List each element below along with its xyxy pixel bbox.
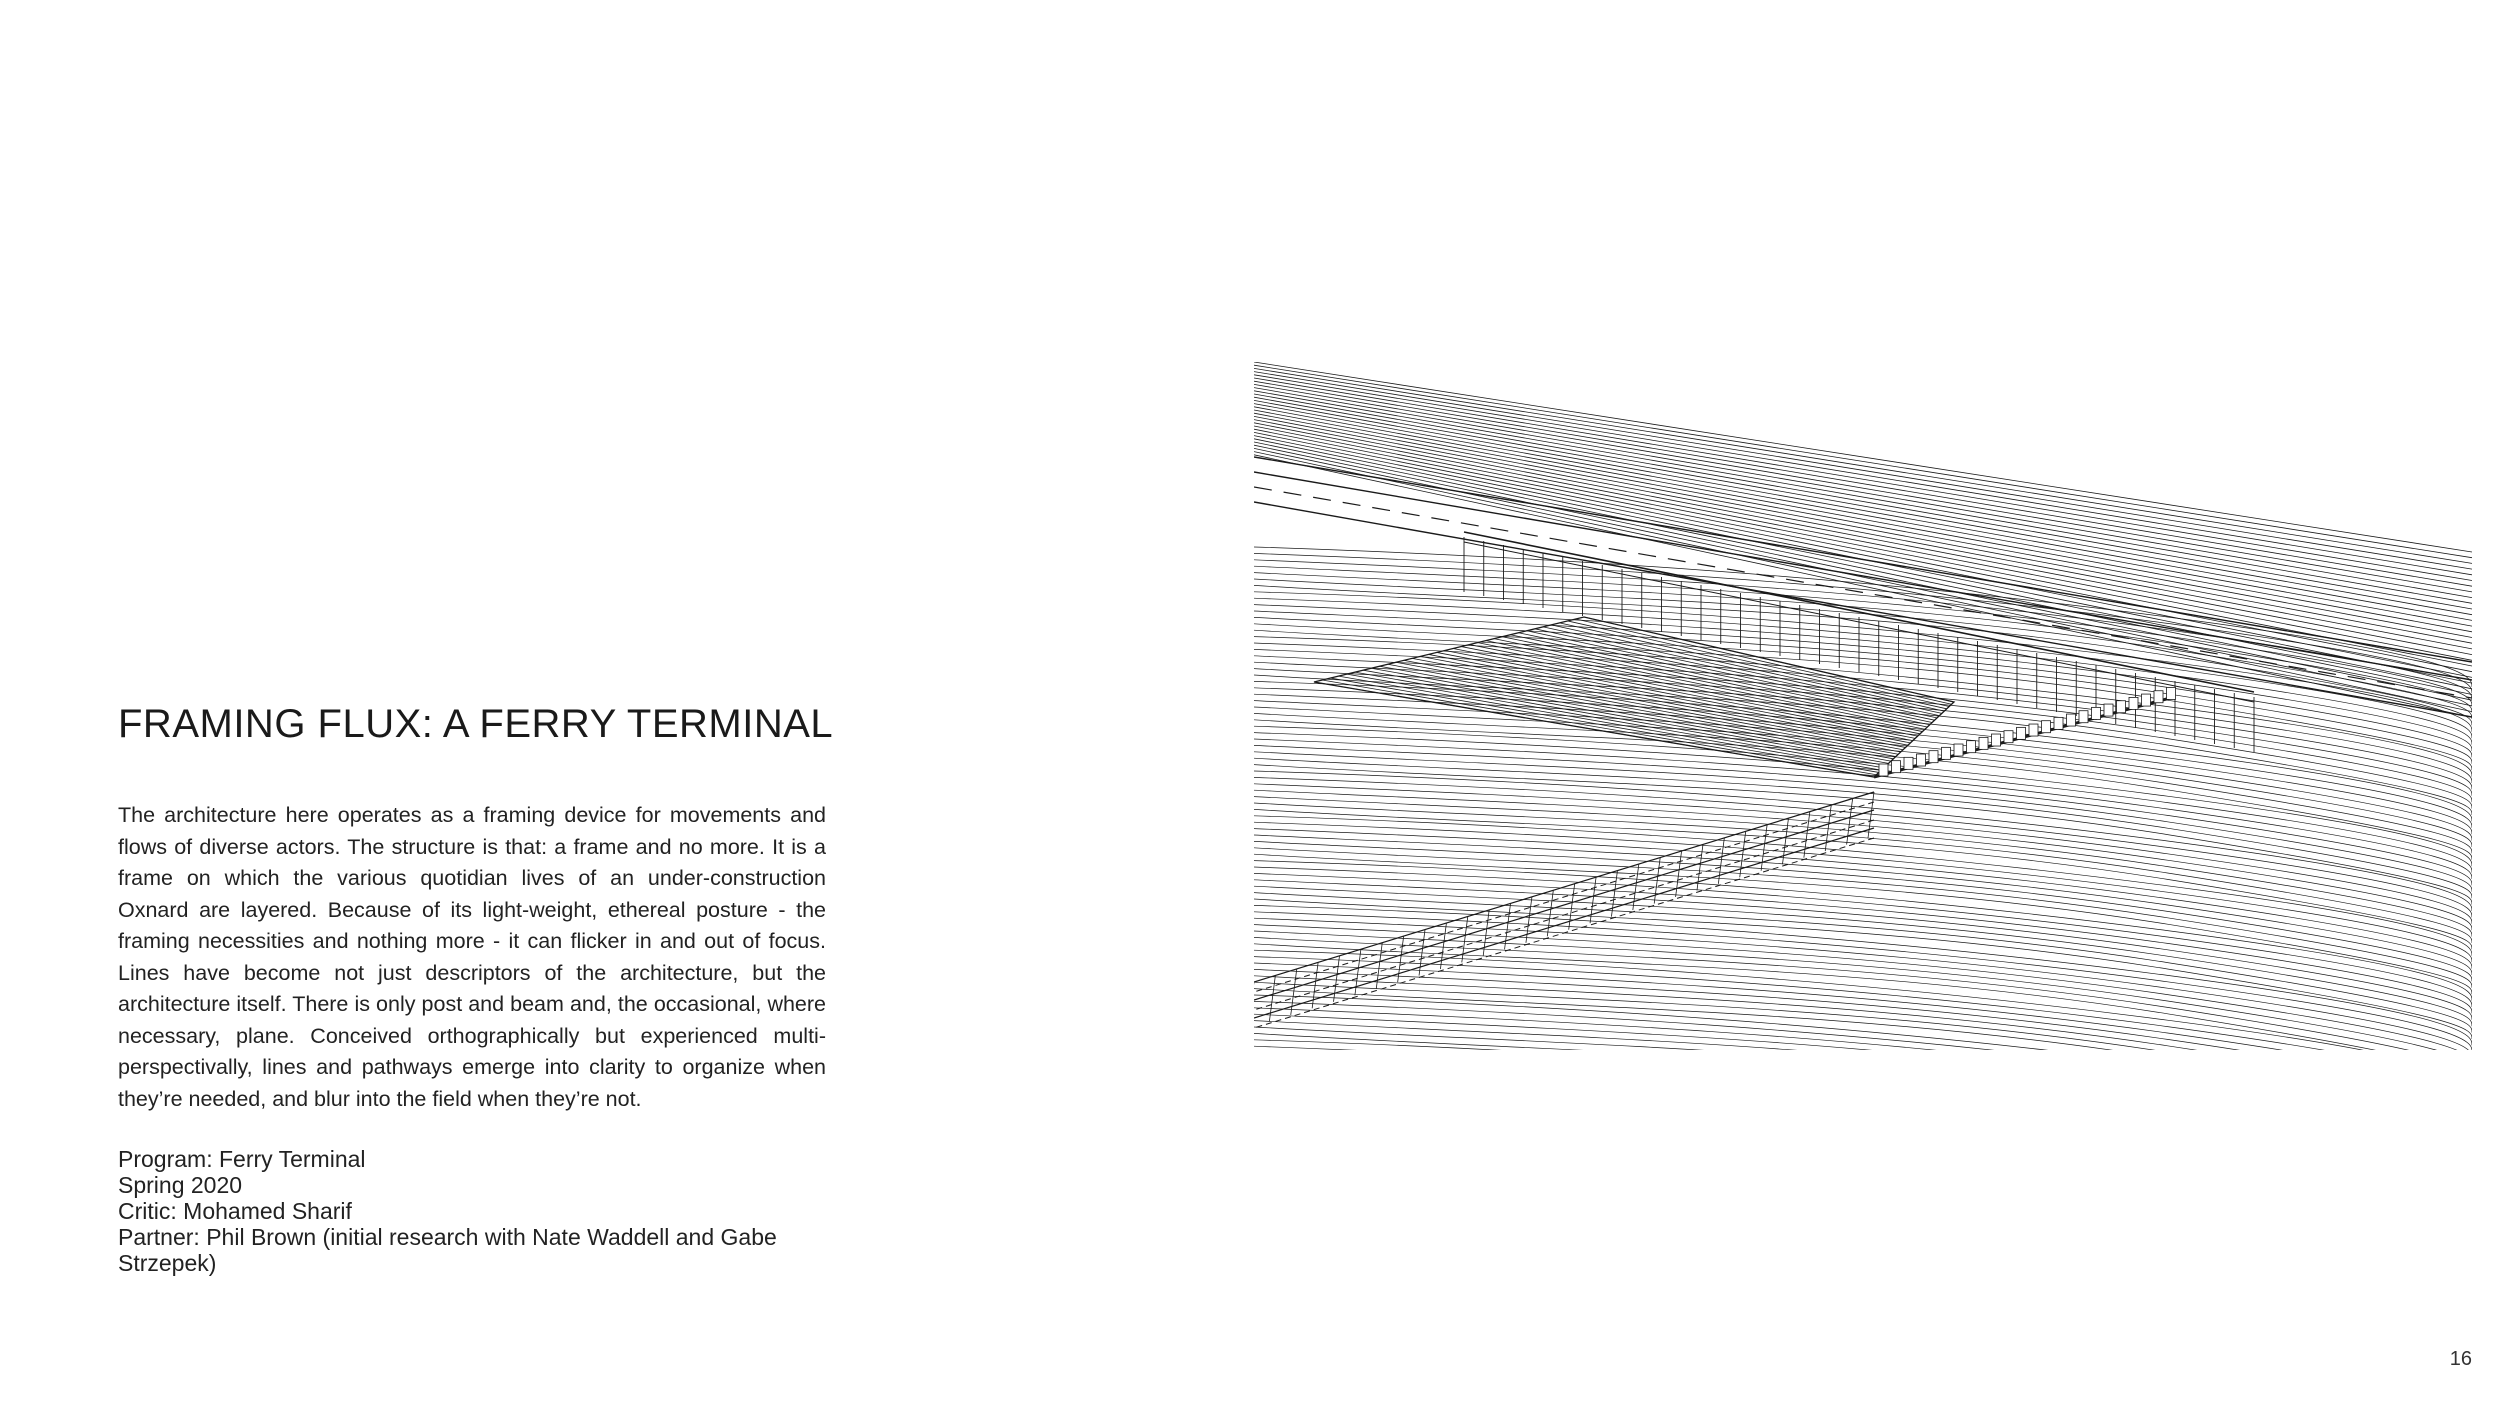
pathway-tick [1440,923,1446,969]
pathway-edge [1254,828,1874,1018]
terrain-line [1254,803,2472,943]
pathway-tick [1804,812,1810,858]
pathway-tick [1761,825,1767,871]
pathway-tick [1569,884,1575,930]
pathway-edge [1254,838,1874,1028]
gate-marker [2029,724,2038,736]
credit-partner: Partner: Phil Brown (initial research with Nate Waddell and Gabe Strzepek) [118,1224,777,1276]
gate-marker [2142,694,2151,706]
pathway-tick [1676,851,1682,897]
terrain-line [1254,797,2472,937]
pathway-tick [1334,956,1340,1002]
pathway-tick [1462,916,1468,962]
gate-marker [2017,727,2026,739]
gate-marker [1892,761,1901,773]
pathway-tick [1825,805,1831,851]
field-line [1254,404,2472,626]
pathway-tick [1868,792,1874,838]
dock-pathways [1254,792,1874,1028]
gate-marker [2004,731,2013,743]
terrain-line [1254,758,2472,898]
terrain-line [1254,573,2472,713]
field-line [1254,397,2472,615]
gate-marker [2154,691,2163,703]
gate-marker [1954,744,1963,756]
terrain-line [1254,713,2472,853]
terrain-line [1254,969,2472,1050]
page-number: 16 [2449,1348,2472,1370]
terrain-line [1254,688,2472,828]
credit-critic: Critic: Mohamed Sharif [118,1198,352,1224]
field-line [1254,365,2472,558]
field-line [1254,372,2472,569]
field-line [1254,426,2472,666]
terrain-line [1254,1021,2472,1050]
gate-marker [2117,701,2126,713]
project-credits [118,1146,838,1276]
field-line [1254,375,2472,575]
terrain-line [1254,1008,2472,1050]
credit-program: Program: Ferry Terminal [118,1146,366,1172]
pathway-tick [1355,949,1361,995]
gate-marker [2042,721,2051,733]
pathway-tick [1547,890,1553,936]
pathway-tick [1718,838,1724,884]
field-line [1254,388,2472,598]
project-description: The architecture here operates as a framing device for movements and flows of diverse actors. The structure is that: a frame and no more. It is a frame on which the various quotidian lives of an under-construction Oxnard are layered. Because of its light-weight, ethereal posture - the framing necessities and nothing more - it can flicker in and out of focus. Lines have become not just descriptors of the architecture, but the architecture itself. There is only post and beam and, the occasional, where necessary, plane. Conceived orthographically but experienced multi-perspectivally, lines and pathways emerge into clarity to organize when they’re needed, and blur into the field when they’re not. [118,803,826,1111]
terrain-line [1254,624,2472,764]
field-line [1254,432,2472,677]
credit-term: Spring 2020 [118,1172,243,1198]
terrain-line [1254,1040,2472,1050]
pathway-edge [1254,810,1874,1000]
gate-marker [2067,714,2076,726]
gate-marker [1929,751,1938,763]
terrain-line [1254,931,2472,1050]
pathway-tick [1398,936,1404,982]
gate-marker [1904,757,1913,769]
field-line [1254,413,2472,643]
terrain-line [1254,989,2472,1050]
field-line [1254,407,2472,632]
gate-marker [1879,764,1888,776]
field-line [1254,439,2472,689]
terrain-line [1254,848,2472,988]
gate-marker [2079,711,2088,723]
pathway-tick [1847,799,1853,845]
terrain-line [1254,1001,2472,1050]
gate-marker [1967,741,1976,753]
pathway-tick [1633,864,1639,910]
terrain-line [1254,1033,2472,1050]
field-line [1254,400,2472,620]
terrain-line [1254,841,2472,981]
terrain-line [1254,777,2472,917]
pathway-tick [1526,897,1532,943]
gate-marker [1979,737,1988,749]
field-line [1254,416,2472,649]
pathway-tick [1291,969,1297,1015]
field-line [1254,391,2472,604]
terrain-line [1254,957,2472,1050]
gate-marker [2092,707,2101,719]
pathway-tick [1269,975,1275,1021]
ferry-terminal-line-drawing [1254,362,2472,1050]
field-line [1254,423,2472,661]
gate-marker [2167,687,2176,699]
gate-marker [1917,754,1926,766]
road-edge [1254,472,2472,680]
deck-rib [1559,623,1946,709]
deck-rib [1461,647,1917,737]
gate-marker [2104,704,2113,716]
pathway-edge [1254,802,1874,992]
terrain-line [1254,867,2472,1007]
terrain-line [1254,886,2472,1026]
terrain-line [1254,937,2472,1050]
gate-marker [2054,717,2063,729]
deck-rib [1322,680,1876,775]
pathway-tick [1505,903,1511,949]
topography-lines [1254,362,2472,1050]
terrain-line [1254,1027,2472,1050]
deck-rib [1363,670,1888,763]
deck-rib [1568,621,1950,707]
terrain-line [1254,950,2472,1050]
gate-marker [1992,734,2001,746]
gate-marker [2129,697,2138,709]
gate-marker [1942,747,1951,759]
terrain-line [1254,643,2472,783]
page-title: FRAMING FLUX: A FERRY TERMINAL [118,702,834,746]
terrain-line [1254,822,2472,962]
